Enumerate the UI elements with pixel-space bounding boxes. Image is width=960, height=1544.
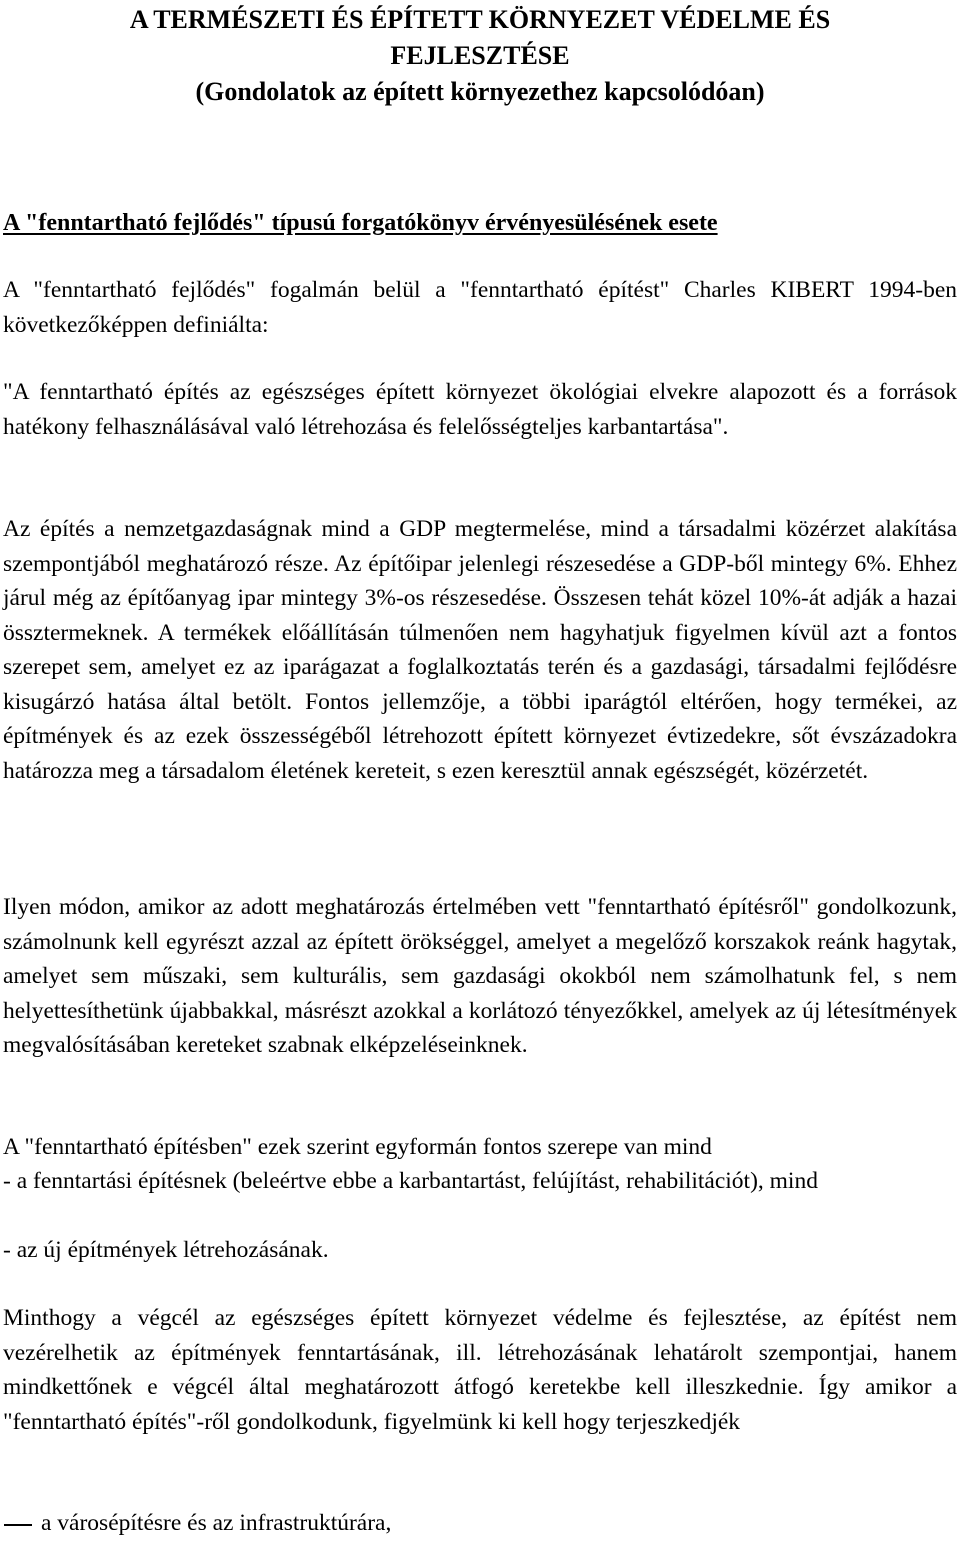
dash-list-item-urban (3, 1506, 391, 1541)
paragraph-final-goal: Minthogy a végcél az egészséges épített környezet védelme és fejlesztése, az építést nem vezérelhetik az építmények fenntartásának, ill. létrehozásának lehatárolt szempontjai, hanem mindkettőnek e végcél által meghatározott átfogó keretekbe kell illeszkednie. Így amikor a "fenntartható építés"-ről gondolkodunk, figyelmünk ki kell hogy terjeszkedjék (3, 1305, 957, 1435)
document-title (3, 0, 957, 110)
dash-bullet-icon (4, 1524, 32, 1526)
paragraph-construction-economy: Az építés a nemzetgazdaságnak mind a GDP megtermelése, mind a társadalmi közérzet alakítása szempontjából meghatározó része. Az építőipar jelenlegi részesedése a GDP-ből mintegy 6%. Ehhez járul még az építőanyag ipar mintegy 3%-os részesedése. Összesen tehát közel 10%-át adják a hazai össztermeknek. A termékek előállításán túlmenően nem hagyhatjuk figyelmen kívül azt a fontos szerepet sem, amelyet ez az iparágazat a foglalkoztatás terén és a gazdasági, társadalmi fejlődésre kisugárzó hatása által betölt. Fontos jellemzője, a többi iparágtól eltérően, hogy termékei, az építmények és az ezek összességéből létrehozott épített környezet évtizedekre, sőt évszázadokra határozza meg a társadalom életének kereteit, s ezen keresztül annak egészségét, közérzetét. (3, 516, 957, 784)
paragraph-built-heritage: Ilyen módon, amikor az adott meghatározás értelmében vett "fenntartható építésről" gondolkozunk, számolnunk kell egyrészt azzal az épített örökséggel, amelyet a megelőző korszakok reánk hagytak, amelyet sem műszaki, sem kulturális, sem gazdasági okokból nem számolhatunk fel, s nem helyettesíthetünk újabbakkal, másrészt azokkal a korlátozó tényezőkkel, amelyek az új létesítmények megvalósításában kereteket szabnak elképzeléseinknek. (3, 894, 957, 1058)
document-page (3, 0, 957, 1536)
dash-list-item-text: a városépítésre és az infrastruktúrára, (41, 1510, 392, 1536)
paragraph-definition-intro: A "fenntartható fejlődés" fogalmán belül a "fenntartható építést" Charles KIBERT 1994-ben következőképpen definiálta: (3, 277, 957, 338)
paragraph-definition-quote: "A fenntartható építés az egészséges épített környezet ökológiai elvekre alapozott és a források hatékony felhasználásával való létrehozása és felelősségteljes karbantartása". (3, 379, 957, 440)
title-line-2: FEJLESZTÉSE (390, 41, 570, 70)
list-item-maintenance: - a fenntartási építésnek (beleértve ebbe a karbantartást, felújítást, rehabilitációt), mind (3, 1168, 818, 1194)
title-line-1: A TERMÉSZETI ÉS ÉPÍTETT KÖRNYEZET VÉDELME ÉS (129, 5, 831, 34)
title-subtitle: (Gondolatok az épített környezethez kapcsolódóan) (195, 77, 765, 106)
paragraph-roles-intro: A "fenntartható építésben" ezek szerint egyformán fontos szerepe van mind (3, 1134, 712, 1160)
list-item-new-buildings: - az új építmények létrehozásának. (3, 1237, 329, 1263)
section-heading: A "fenntartható fejlődés" típusú forgatókönyv érvényesülésének esete (3, 210, 718, 236)
